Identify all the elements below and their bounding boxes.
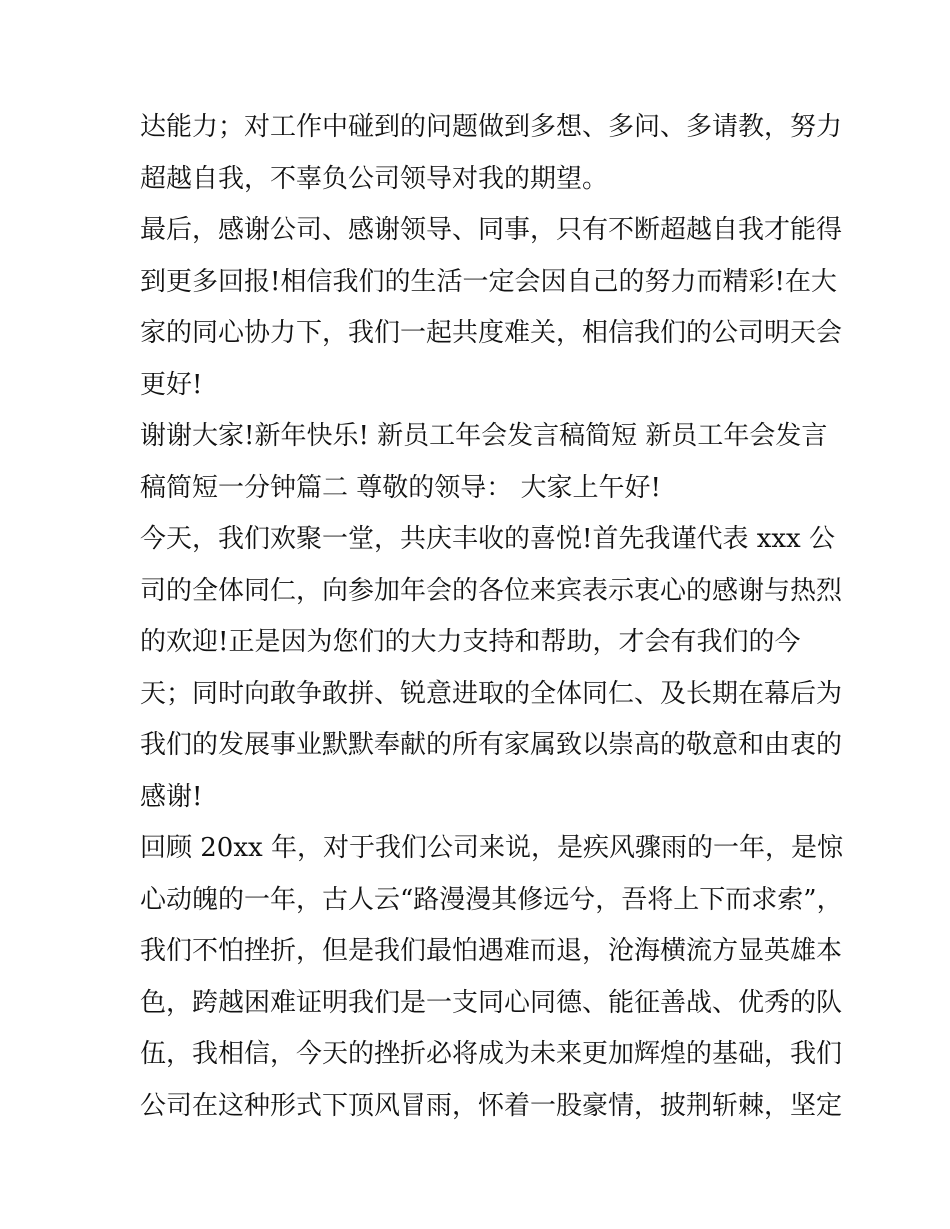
text-line: 公司在这种形式下顶风冒雨，怀着一股豪情，披荆斩棘，坚定 [140, 1090, 843, 1121]
text-line: 司的全体同仁，向参加年会的各位来宾表示衷心的感谢与热烈 [140, 575, 843, 606]
document-body-text [140, 102, 843, 1132]
text-line: 家的同心协力下，我们一起共度难关，相信我们的公司明天会 [140, 318, 843, 348]
text-line: 最后，感谢公司、感谢领导、同事，只有不断超越自我才能得 [140, 215, 843, 245]
text-line: 稿简短一分钟篇二 尊敬的领导： 大家上午好! [140, 472, 661, 503]
text-line: 达能力；对工作中碰到的问题做到多想、多问、多请教，努力 [140, 112, 843, 142]
text-line: 色，跨越困难证明我们是一支同心同德、能征善战、优秀的队 [140, 987, 843, 1018]
text-line: 到更多回报!相信我们的生活一定会因自己的努力而精彩!在大 [140, 266, 837, 297]
text-line: 回顾 20xx 年，对于我们公司来说，是疾风骤雨的一年，是惊 [140, 833, 843, 863]
text-line: 感谢! [140, 781, 203, 812]
text-line: 我们不怕挫折，但是我们最怕遇难而退，沧海横流方显英雄本 [140, 936, 843, 966]
text-line: 的欢迎!正是因为您们的大力支持和帮助，才会有我们的今 [140, 627, 801, 657]
text-line: 心动魄的一年，古人云“路漫漫其修远兮，吾将上下而求索”， [140, 884, 843, 915]
text-line: 天；同时向敢争敢拼、锐意进取的全体同仁、及长期在幕后为 [140, 678, 843, 709]
text-line: 谢谢大家!新年快乐! 新员工年会发言稿简短 新员工年会发言 [140, 421, 828, 451]
text-line: 更好! [140, 369, 203, 400]
text-line: 伍，我相信，今天的挫折必将成为未来更加辉煌的基础，我们 [140, 1039, 843, 1069]
text-line: 超越自我，不辜负公司领导对我的期望。 [140, 163, 609, 194]
text-line: 我们的发展事业默默奉献的所有家属致以崇高的敬意和由衷的 [140, 730, 843, 760]
text-line: 今天，我们欢聚一堂，共庆丰收的喜悦!首先我谨代表 xxx 公 [140, 524, 835, 554]
